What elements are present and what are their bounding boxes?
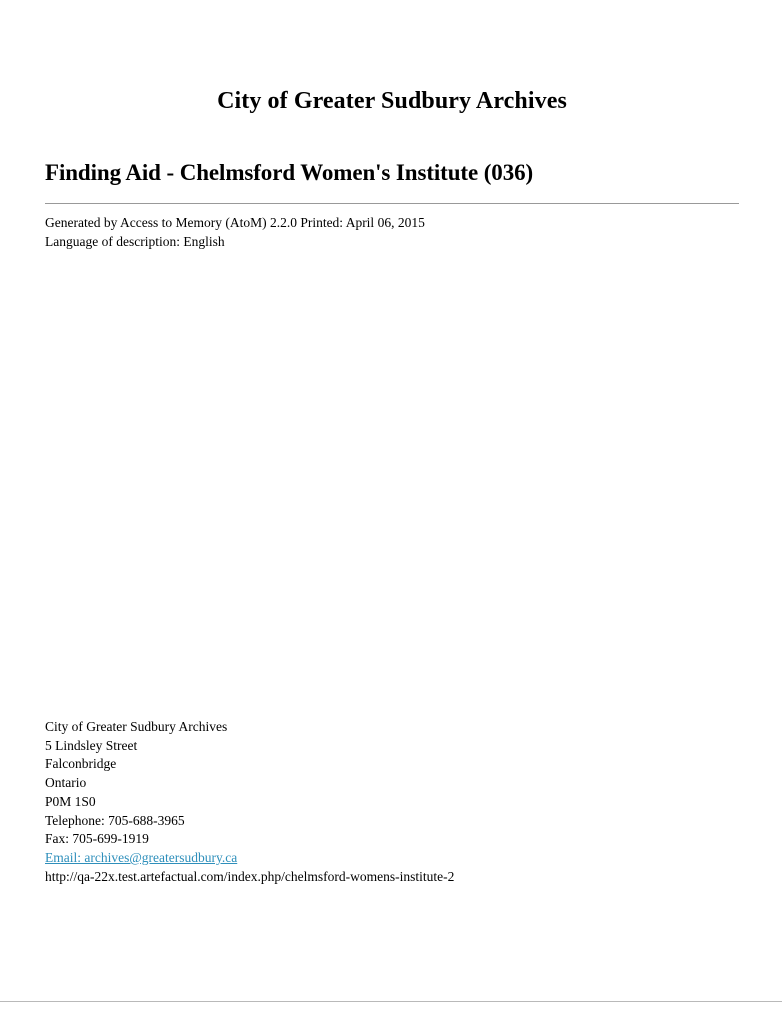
footer-telephone: Telephone: 705-688-3965 [45,812,185,828]
generated-by-line: Generated by Access to Memory (AtoM) 2.2.0 Printed: April 06, 2015 [45,215,425,230]
document-metadata [45,214,739,251]
page-title: City of Greater Sudbury Archives [217,88,567,114]
footer-street: 5 Lindsley Street [45,737,138,753]
document-header [45,0,739,251]
footer-province: Ontario [45,775,87,791]
finding-aid-title: Finding Aid - Chelmsford Women's Institute (036) [45,160,534,185]
footer-divider [0,1001,782,1002]
header-divider [45,203,739,204]
language-of-description-line: Language of description: English [45,233,225,249]
footer-institution: City of Greater Sudbury Archives [45,719,228,734]
contact-information [45,718,739,886]
footer-email-link[interactable]: Email: archives@greatersudbury.ca [45,849,238,865]
footer-locality: Falconbridge [45,756,117,772]
footer-fax: Fax: 705-699-1919 [45,831,149,847]
footer-url[interactable]: http://qa-22x.test.artefactual.com/index.php/chelmsford-womens-institute-2 [45,868,455,884]
footer-postal-code: P0M 1S0 [45,793,96,809]
